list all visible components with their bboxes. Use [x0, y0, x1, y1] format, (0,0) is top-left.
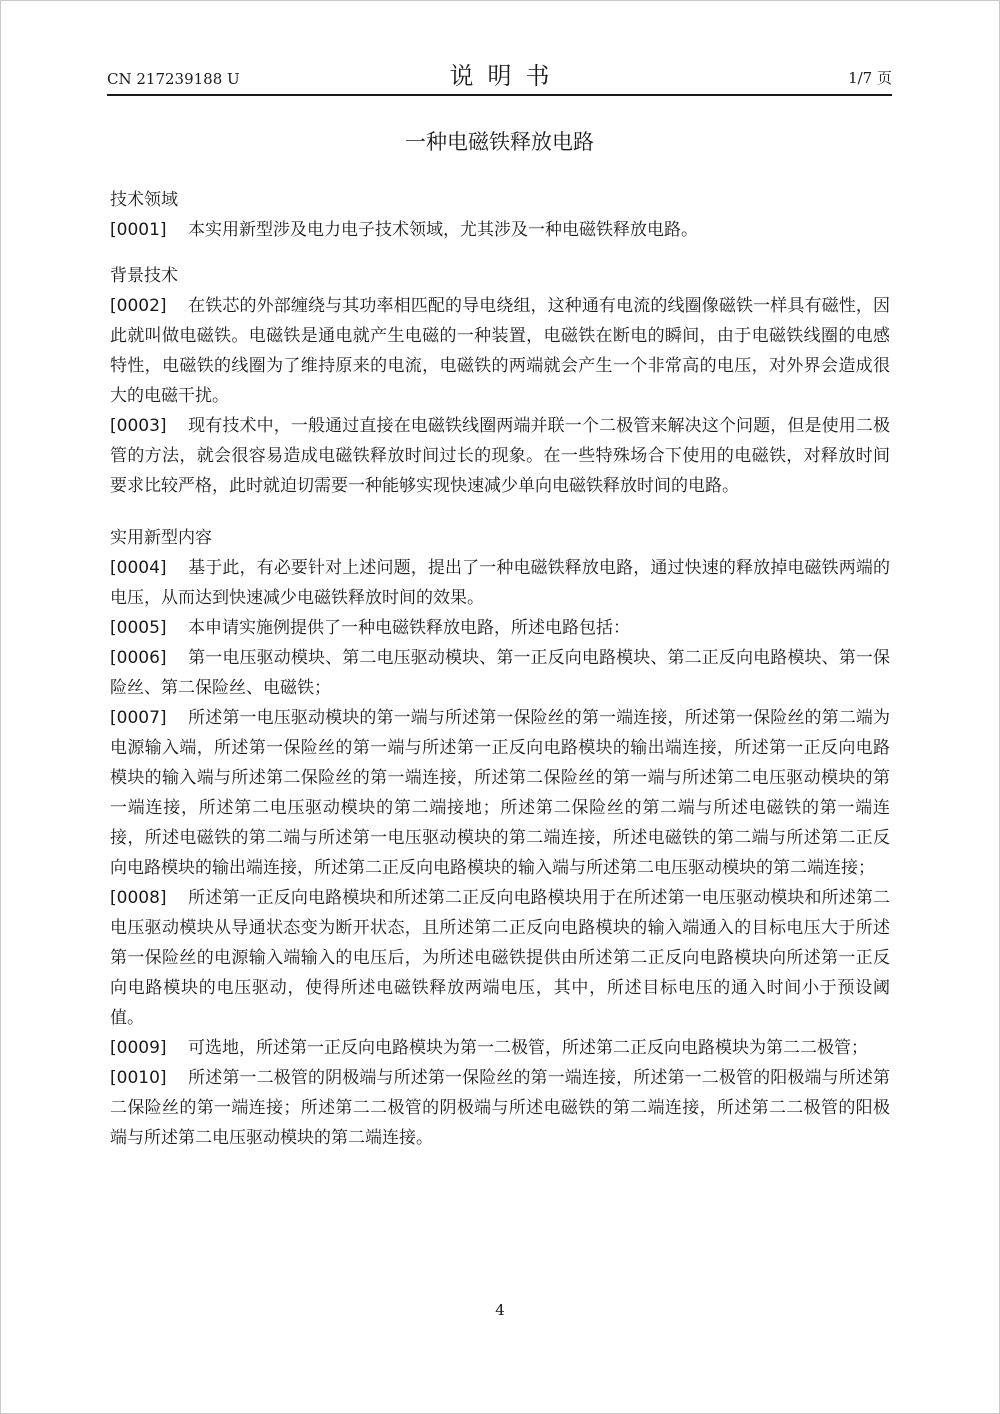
- paragraph-number: [0003]: [110, 416, 167, 436]
- paragraph-text: 可选地，所述第一正反向电路模块为第一二极管，所述第二正反向电路模块为第二二极管；: [188, 1038, 868, 1058]
- paragraph-text: 现有技术中，一般通过直接在电磁铁线圈两端并联一个二极管来解决这个问题，但是使用二极管的方法，就会很容易造成电磁铁释放时间过长的现象。在一些特殊场合下使用的电磁铁，对释放时间要求比较严格，此时就迫切需要一种能够实现快速减少单向电磁铁释放时间的电路。: [110, 416, 890, 496]
- section-background: [110, 261, 890, 501]
- paragraph-text: 本申请实施例提供了一种电磁铁释放电路，所述电路包括：: [188, 618, 630, 638]
- paragraph-number: [0005]: [110, 618, 167, 638]
- publication-number: CN 217239188 U: [107, 70, 240, 88]
- header-divider: [107, 94, 892, 96]
- paragraph: [110, 215, 890, 245]
- paragraph-number: [0009]: [110, 1038, 167, 1058]
- section-gap: [110, 501, 890, 523]
- section-heading: 实用新型内容: [110, 528, 212, 548]
- paragraph: [110, 411, 890, 501]
- section-gap: [110, 245, 890, 261]
- paragraph-number: [0008]: [110, 888, 167, 908]
- paragraph-text: 在铁芯的外部缠绕与其功率相匹配的导电绕组，这种通有电流的线圈像磁铁一样具有磁性，因此就叫做电磁铁。电磁铁是通电就产生电磁的一种装置，电磁铁在断电的瞬间，由于电磁铁线圈的电感特性，电磁铁的线圈为了维持原来的电流，电磁铁的两端就会产生一个非常高的电压，对外界会造成很大的电磁干扰。: [110, 296, 890, 406]
- paragraph-text: 所述第一电压驱动模块的第一端与所述第一保险丝的第一端连接，所述第一保险丝的第二端为电源输入端，所述第一保险丝的第一端与所述第一正反向电路模块的输出端连接，所述第一正反向电路模块的输入端与所述第二保险丝的第一端连接，所述第二保险丝的第一端与所述第二电压驱动模块的第一端连接，所述第二电压驱动模块的第二端接地；所述第二保险丝的第二端与所述电磁铁的第一端连接，所述电磁铁的第二端与所述第一电压驱动模块的第二端连接，所述电磁铁的第二端与所述第二正反向电路模块的输出端连接，所述第二正反向电路模块的输入端与所述第二电压驱动模块的第二端连接；: [110, 708, 890, 878]
- paragraph: [110, 883, 890, 1033]
- paragraph-number: [0006]: [110, 648, 167, 668]
- document-title: 一种电磁铁释放电路: [405, 130, 594, 154]
- paragraph-text: 基于此，有必要针对上述问题，提出了一种电磁铁释放电路，通过快速的释放掉电磁铁两端的电压，从而达到快速减少电磁铁释放时间的效果。: [110, 558, 890, 608]
- paragraph: [110, 643, 890, 703]
- document-type: 说明书: [449, 62, 564, 90]
- section-heading: 背景技术: [110, 266, 178, 286]
- paragraph: [110, 553, 890, 613]
- paragraph-number: [0010]: [110, 1068, 167, 1088]
- paragraph: [110, 1033, 890, 1063]
- paragraph: [110, 1063, 890, 1153]
- section-utility-model-content: [110, 523, 890, 1153]
- section-heading: 技术领域: [110, 190, 178, 210]
- paragraph: [110, 703, 890, 883]
- page-header: [107, 56, 892, 96]
- paragraph-number: [0007]: [110, 708, 167, 728]
- paragraph-text: 本实用新型涉及电力电子技术领域，尤其涉及一种电磁铁释放电路。: [188, 220, 698, 240]
- page-count: 1/7 页: [848, 69, 892, 87]
- section-technical-field: [110, 185, 890, 245]
- paragraph-text: 所述第一正反向电路模块和所述第二正反向电路模块用于在所述第一电压驱动模块和所述第二电压驱动模块从导通状态变为断开状态，且所述第二正反向电路模块的输入端通入的目标电压大于所述第一保险丝的电源输入端输入的电压后，为所述电磁铁提供由所述第二正反向电路模块向所述第一正反向电路模块的电压驱动，使得所述电磁铁释放两端电压，其中，所述目标电压的通入时间小于预设阈值。: [110, 888, 890, 1028]
- page-number: 4: [495, 1301, 505, 1319]
- paragraph: [110, 291, 890, 411]
- paragraph-number: [0004]: [110, 558, 167, 578]
- paragraph-number: [0002]: [110, 296, 167, 316]
- paragraph-text: 第一电压驱动模块、第二电压驱动模块、第一正反向电路模块、第二正反向电路模块、第一保险丝、第二保险丝、电磁铁；: [110, 648, 890, 698]
- document-body: [110, 185, 890, 1153]
- paragraph: [110, 613, 890, 643]
- paragraph-text: 所述第一二极管的阴极端与所述第一保险丝的第一端连接，所述第一二极管的阳极端与所述第二保险丝的第一端连接；所述第二二极管的阴极端与所述电磁铁的第二端连接，所述第二二极管的阳极端与所述第二电压驱动模块的第二端连接。: [110, 1068, 890, 1148]
- paragraph-number: [0001]: [110, 220, 167, 240]
